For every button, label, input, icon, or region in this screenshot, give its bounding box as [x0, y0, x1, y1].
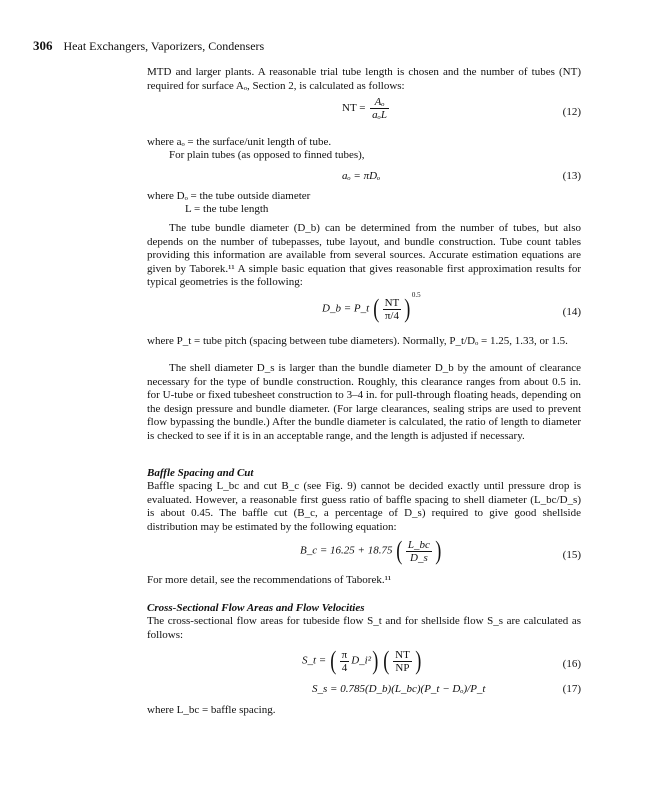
eq16-middle-term: D_i²	[351, 654, 372, 667]
right-paren-icon: )	[404, 294, 411, 323]
paragraph-flow	[147, 615, 581, 642]
eq13-number: (13)	[562, 170, 581, 182]
page-number: 306	[33, 38, 53, 53]
paragraph-baffle	[147, 480, 581, 534]
left-paren-icon: (	[383, 646, 390, 675]
definition-lbc: where L_bc = baffle spacing.	[147, 704, 276, 716]
eq12-numerator: Aₒ	[370, 96, 389, 109]
eq15-numerator: L_bc	[407, 538, 430, 551]
definition-do: where Dₒ = the tube outside diameter	[147, 190, 311, 202]
eq16-lhs: S_t =	[302, 654, 327, 667]
eq12-lhs: NT =	[342, 102, 366, 115]
eq16-fraction-2	[393, 649, 412, 674]
eq12-denominator: aₒL	[372, 109, 387, 121]
eq16-fraction-1-numerator: π	[341, 648, 348, 661]
right-paren-icon: )	[372, 646, 379, 675]
eq14-exponent: 0.5	[411, 290, 421, 299]
paragraph-4: The shell diameter D_s is larger than the bundle diameter D_b by the amount of clearance necessary for the type of bundle construction. Roughly, this clearance ranges from about 0.5 in. for U-tube or fixed tubesheet construction to 3–4 in. for pull-through floating heads, depending on the design pressure and bundle diameter. (For large clearances, sealing strips are used to prevent flow bypassing the bundle.) After the bundle diameter is calculated, the ratio of length to diameter is checked to see if it is in an acceptable range, and the length is adjusted if necessary.	[147, 362, 581, 442]
eq17-number: (17)	[562, 683, 581, 695]
equation-13: aₒ = πDₒ	[342, 170, 381, 182]
paragraph-3: where P_t = tube pitch (spacing between tube diameters). Normally, P_t/Dₒ = 1.25, 1.33, or 1.5.	[147, 335, 568, 347]
eq16-fraction-1-denominator: 4	[341, 661, 348, 674]
eq15-number: (15)	[562, 549, 581, 561]
plain-tubes-line: For plain tubes (as opposed to finned tubes),	[169, 149, 365, 161]
eq16-fraction-1	[340, 649, 350, 674]
left-paren-icon: (	[330, 646, 337, 675]
eq16-number: (16)	[562, 658, 581, 670]
eq16-fraction-2-numerator: NT	[395, 648, 410, 661]
paragraph-1: MTD and larger plants. A reasonable trial tube length is chosen and the number of tubes (NT) required for surface Aₒ, Section 2, is calculated as follows:	[147, 66, 581, 92]
section-heading-flow: Cross-Sectional Flow Areas and Flow Velocities	[147, 602, 365, 614]
paragraph-6: For more detail, see the recommendations of Taborek.¹¹	[147, 574, 392, 586]
paragraph-7: The cross-sectional flow areas for tubeside flow S_t and for shellside flow S_s are calculated as follows:	[147, 615, 581, 641]
equation-15	[300, 538, 443, 564]
eq15-denominator: D_s	[410, 551, 428, 564]
equation-14	[322, 290, 421, 323]
right-paren-icon: )	[415, 646, 422, 675]
running-title: Heat Exchangers, Vaporizers, Condensers	[63, 39, 265, 53]
eq14-numerator: NT	[384, 296, 400, 309]
eq12-number: (12)	[562, 106, 581, 118]
paragraph-2: The tube bundle diameter (D_b) can be determined from the number of tubes, but also depends on the number of tubepasses, tube layout, and bundle construction. Tube count tables providing this information are available from several sources. Accurate estimation equations are given by Taborek.¹¹ A simple basic equation that gives reasonable first approximation results for typical geometries is the following:	[147, 222, 581, 288]
equation-16	[302, 648, 422, 674]
eq15-fraction	[406, 539, 432, 564]
paragraph-shell	[147, 362, 581, 443]
definition-l: L = the tube length	[185, 203, 269, 215]
equation-17: S_s = 0.785(D_b)(L_bc)(P_t − Dₒ)/P_t	[312, 683, 486, 695]
eq14-denominator: π/4	[384, 309, 399, 322]
left-paren-icon: (	[373, 294, 380, 323]
definition-ao: where aₒ = the surface/unit length of tube.	[147, 136, 332, 148]
left-paren-icon: (	[396, 536, 403, 565]
eq16-fraction-2-denominator: NP	[395, 661, 410, 674]
paragraph-5: Baffle spacing L_bc and cut B_c (see Fig. 9) cannot be decided exactly until pressure drop is evaluated. However, a reasonable first guess ratio of baffle spacing to shell diameter (L_bc/D_s) is about 0.45. The baffle cut (B_c, a percentage of D_s) required to give good shellside distribution may be estimated by the following equation:	[147, 480, 581, 533]
right-paren-icon: )	[435, 536, 442, 565]
eq15-lhs: B_c = 16.25 + 18.75	[300, 544, 393, 557]
eq12-fraction	[370, 96, 389, 121]
equation-12	[342, 96, 391, 121]
section-heading-baffle: Baffle Spacing and Cut	[147, 467, 254, 479]
eq14-lhs: D_b = P_t	[322, 302, 370, 315]
paragraph-intro	[147, 66, 581, 93]
eq14-fraction	[383, 297, 402, 322]
paragraph-bundle	[147, 222, 581, 290]
running-header	[33, 38, 264, 54]
eq14-number: (14)	[562, 306, 581, 318]
paragraph-pitch	[147, 335, 581, 349]
